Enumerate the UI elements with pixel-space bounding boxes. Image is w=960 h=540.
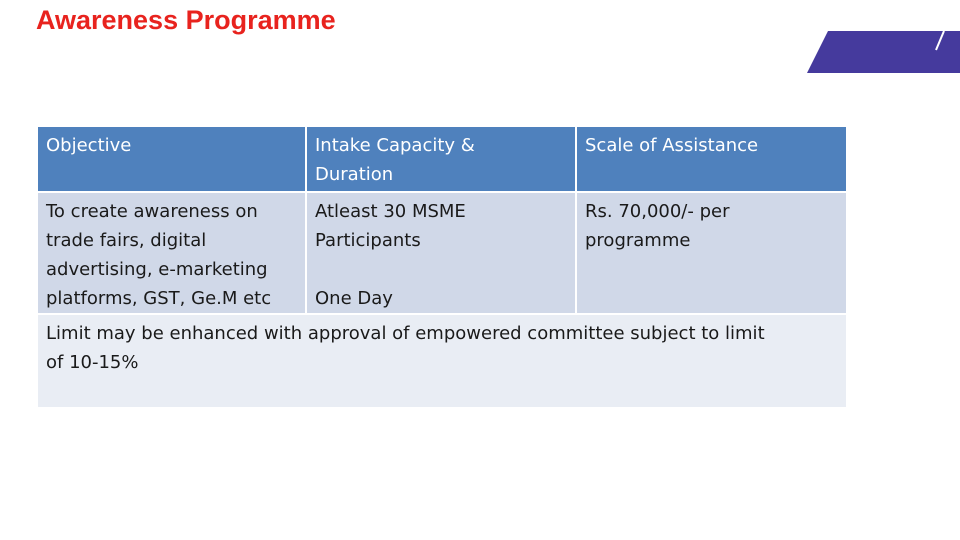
scale-line: programme <box>585 230 691 251</box>
intake-spacer <box>315 255 567 284</box>
awareness-programme-table <box>36 125 848 409</box>
header-scale-label: Scale of Assistance <box>585 135 759 156</box>
note-line: Limit may be enhanced with approval of empowered committee subject to limit <box>46 323 765 344</box>
header-objective-label: Objective <box>46 135 132 156</box>
scale-cell <box>576 192 847 314</box>
note-cell <box>37 314 847 408</box>
objective-cell <box>37 192 306 314</box>
header-scale-of-assistance <box>576 126 847 192</box>
table-note-row <box>37 314 847 408</box>
header-intake-capacity <box>306 126 576 192</box>
header-intake-label-line2: Duration <box>315 164 394 185</box>
header-objective <box>37 126 306 192</box>
objective-line: platforms, GST, Ge.M etc <box>46 288 272 309</box>
intake-cell <box>306 192 576 314</box>
note-line: of 10-15% <box>46 352 139 373</box>
objective-line: To create awareness on <box>46 201 258 222</box>
table-header-row <box>37 126 847 192</box>
scale-line: Rs. 70,000/- per <box>585 201 730 222</box>
intake-line: Atleast 30 MSME <box>315 201 466 222</box>
objective-line: advertising, e-marketing <box>46 259 268 280</box>
intake-line: Participants <box>315 230 421 251</box>
slide-title: Awareness Programme <box>36 5 336 35</box>
accent-shape <box>800 28 960 76</box>
duration-value: One Day <box>315 288 393 309</box>
header-intake-label-line1: Intake Capacity & <box>315 135 475 156</box>
objective-line: trade fairs, digital <box>46 230 207 251</box>
table-row <box>37 192 847 314</box>
